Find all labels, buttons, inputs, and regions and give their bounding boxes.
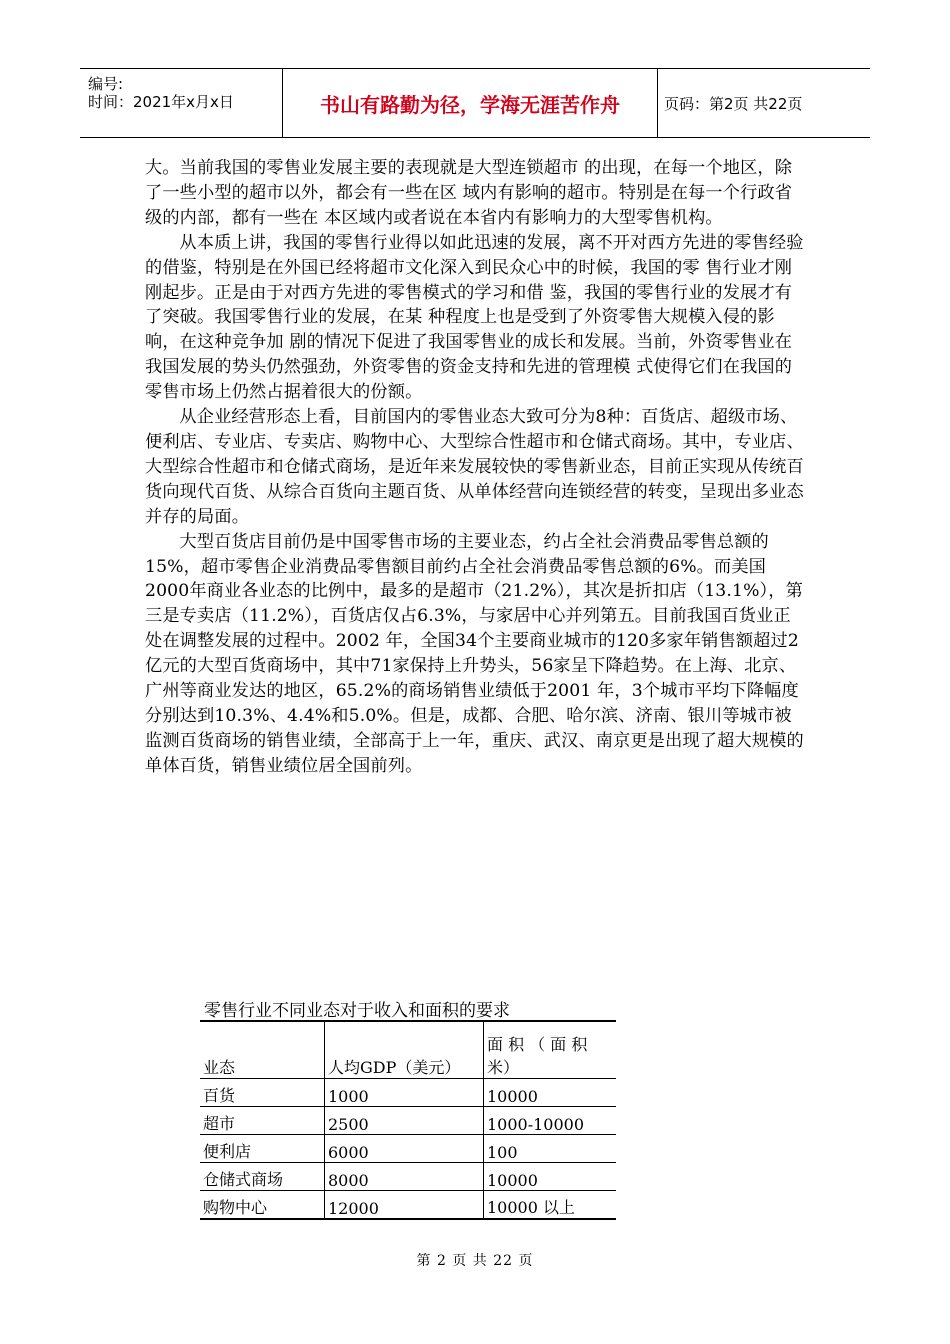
- header-motto: 书山有路勤为径，学海无涯苦作舟: [283, 69, 658, 137]
- table-header-cell: 面 积 （ 面 积 米）: [484, 1021, 617, 1079]
- table-row: [200, 1079, 616, 1107]
- paragraph: 大。当前我国的零售业发展主要的表现就是大型连锁超市 的出现，在每一个地区，除了一些小型的超市以外，都会有一些在区 域内有影响的超市。特别是在每一个行政省级的内部，都有一些在 本区域内或者说在本省内有影响力的大型零售机构。: [145, 158, 793, 228]
- paragraph: 从本质上讲，我国的零售行业得以如此迅速的发展，离不开对西方先进的零售经验的借鉴，特别是在外国已经将超市文化深入到民众心中的时候，我国的零 售行业才刚刚起步。正是由于对西方先进的零售模式的学习和借 鉴，我国的零售行业的发展才有了突破。我国零售行业的发展，在某 种程度上也是受到了外资零售大规模入侵的影响，在这种竞争加 剧的情况下促进了我国零售业的成长和发展。当前，外资零售业在 我国发展的势头仍然强劲，外资零售的资金支持和先进的管理模 式使得它们在我国的零售市场上仍然占据着很大的份额。: [145, 232, 804, 403]
- table-cell: 10000: [484, 1163, 617, 1191]
- page-footer: 第 2 页 共 22 页: [416, 1253, 534, 1269]
- table-cell: 8000: [325, 1163, 484, 1191]
- table-cell: 1000-10000: [484, 1107, 617, 1135]
- table-row: [200, 1107, 616, 1135]
- table-cell: 仓储式商场: [200, 1163, 325, 1191]
- table-cell: 100: [484, 1135, 617, 1163]
- header-meta: [80, 69, 283, 137]
- paragraph: 大型百货店目前仍是中国零售市场的主要业态，约占全社会消费品零售总额的15%，超市零售企业消费品零售额目前约占全社会消费品零售总额的6%。而美国2000年商业各业态的比例中，最多的是超市（21.2%），其次是折扣店（13.1%），第三是专卖店（11.2%），百货店仅占6.3%，与家居中心并列第五。目前我国百货业正处在调整发展的过程中。2002 年，全国34个主要商业城市的120多家年销售额超过2亿元的大型百货商场中，其中71家保持上升势头，56家呈下降趋势。在上海、北京、广州等商业发达的地区，65.2%的商场销售业绩低于2001 年，3个城市平均下降幅度分别达到10.3%、4.4%和5.0%。但是，成都、合肥、哈尔滨、济南、银川等城市被监测百货商场的销售业绩，全部高于上一年，重庆、武汉、南京更是出现了超大规模的单体百货，销售业绩位居全国前列。: [145, 531, 804, 776]
- paragraph: 从企业经营形态上看，目前国内的零售业态大致可分为8种：百货店、超级市场、便利店、专业店、专卖店、购物中心、大型综合性超市和仓储式商场。其中，专业店、大型综合性超市和仓储式商场，是近年来发展较快的零售新业态，目前正实现从传统百货向现代百货、从综合百货向主题百货、从单体经营向连锁经营的转变，呈现出多业态并存的局面。: [145, 407, 804, 527]
- table-row: [200, 1191, 616, 1220]
- retail-format-table: [200, 1020, 616, 1220]
- table-cell: 6000: [325, 1135, 484, 1163]
- page-header: [80, 68, 870, 138]
- table-cell: 10000: [484, 1079, 617, 1107]
- table-cell: 购物中心: [200, 1191, 325, 1220]
- header-page-info: 页码：第2页 共22页: [664, 94, 803, 113]
- table-row: [200, 1163, 616, 1191]
- table-cell: 10000 以上: [484, 1191, 617, 1220]
- doc-time-label: 时间：2021年x月x日: [88, 93, 234, 111]
- table-row: [200, 1135, 616, 1163]
- table-cell: 超市: [200, 1107, 325, 1135]
- table-header-row: [200, 1021, 616, 1079]
- table-cell: 便利店: [200, 1135, 325, 1163]
- table-cell: 2500: [325, 1107, 484, 1135]
- document-body: [145, 156, 805, 779]
- table-title: 零售行业不同业态对于收入和面积的要求: [204, 1001, 510, 1021]
- table-header-cell: 人均GDP（美元）: [325, 1021, 484, 1079]
- table-cell: 1000: [325, 1079, 484, 1107]
- table-cell: 12000: [325, 1191, 484, 1220]
- table-header-cell: 业态: [200, 1021, 325, 1079]
- doc-number-label: 编号:: [88, 75, 124, 93]
- table-cell: 百货: [200, 1079, 325, 1107]
